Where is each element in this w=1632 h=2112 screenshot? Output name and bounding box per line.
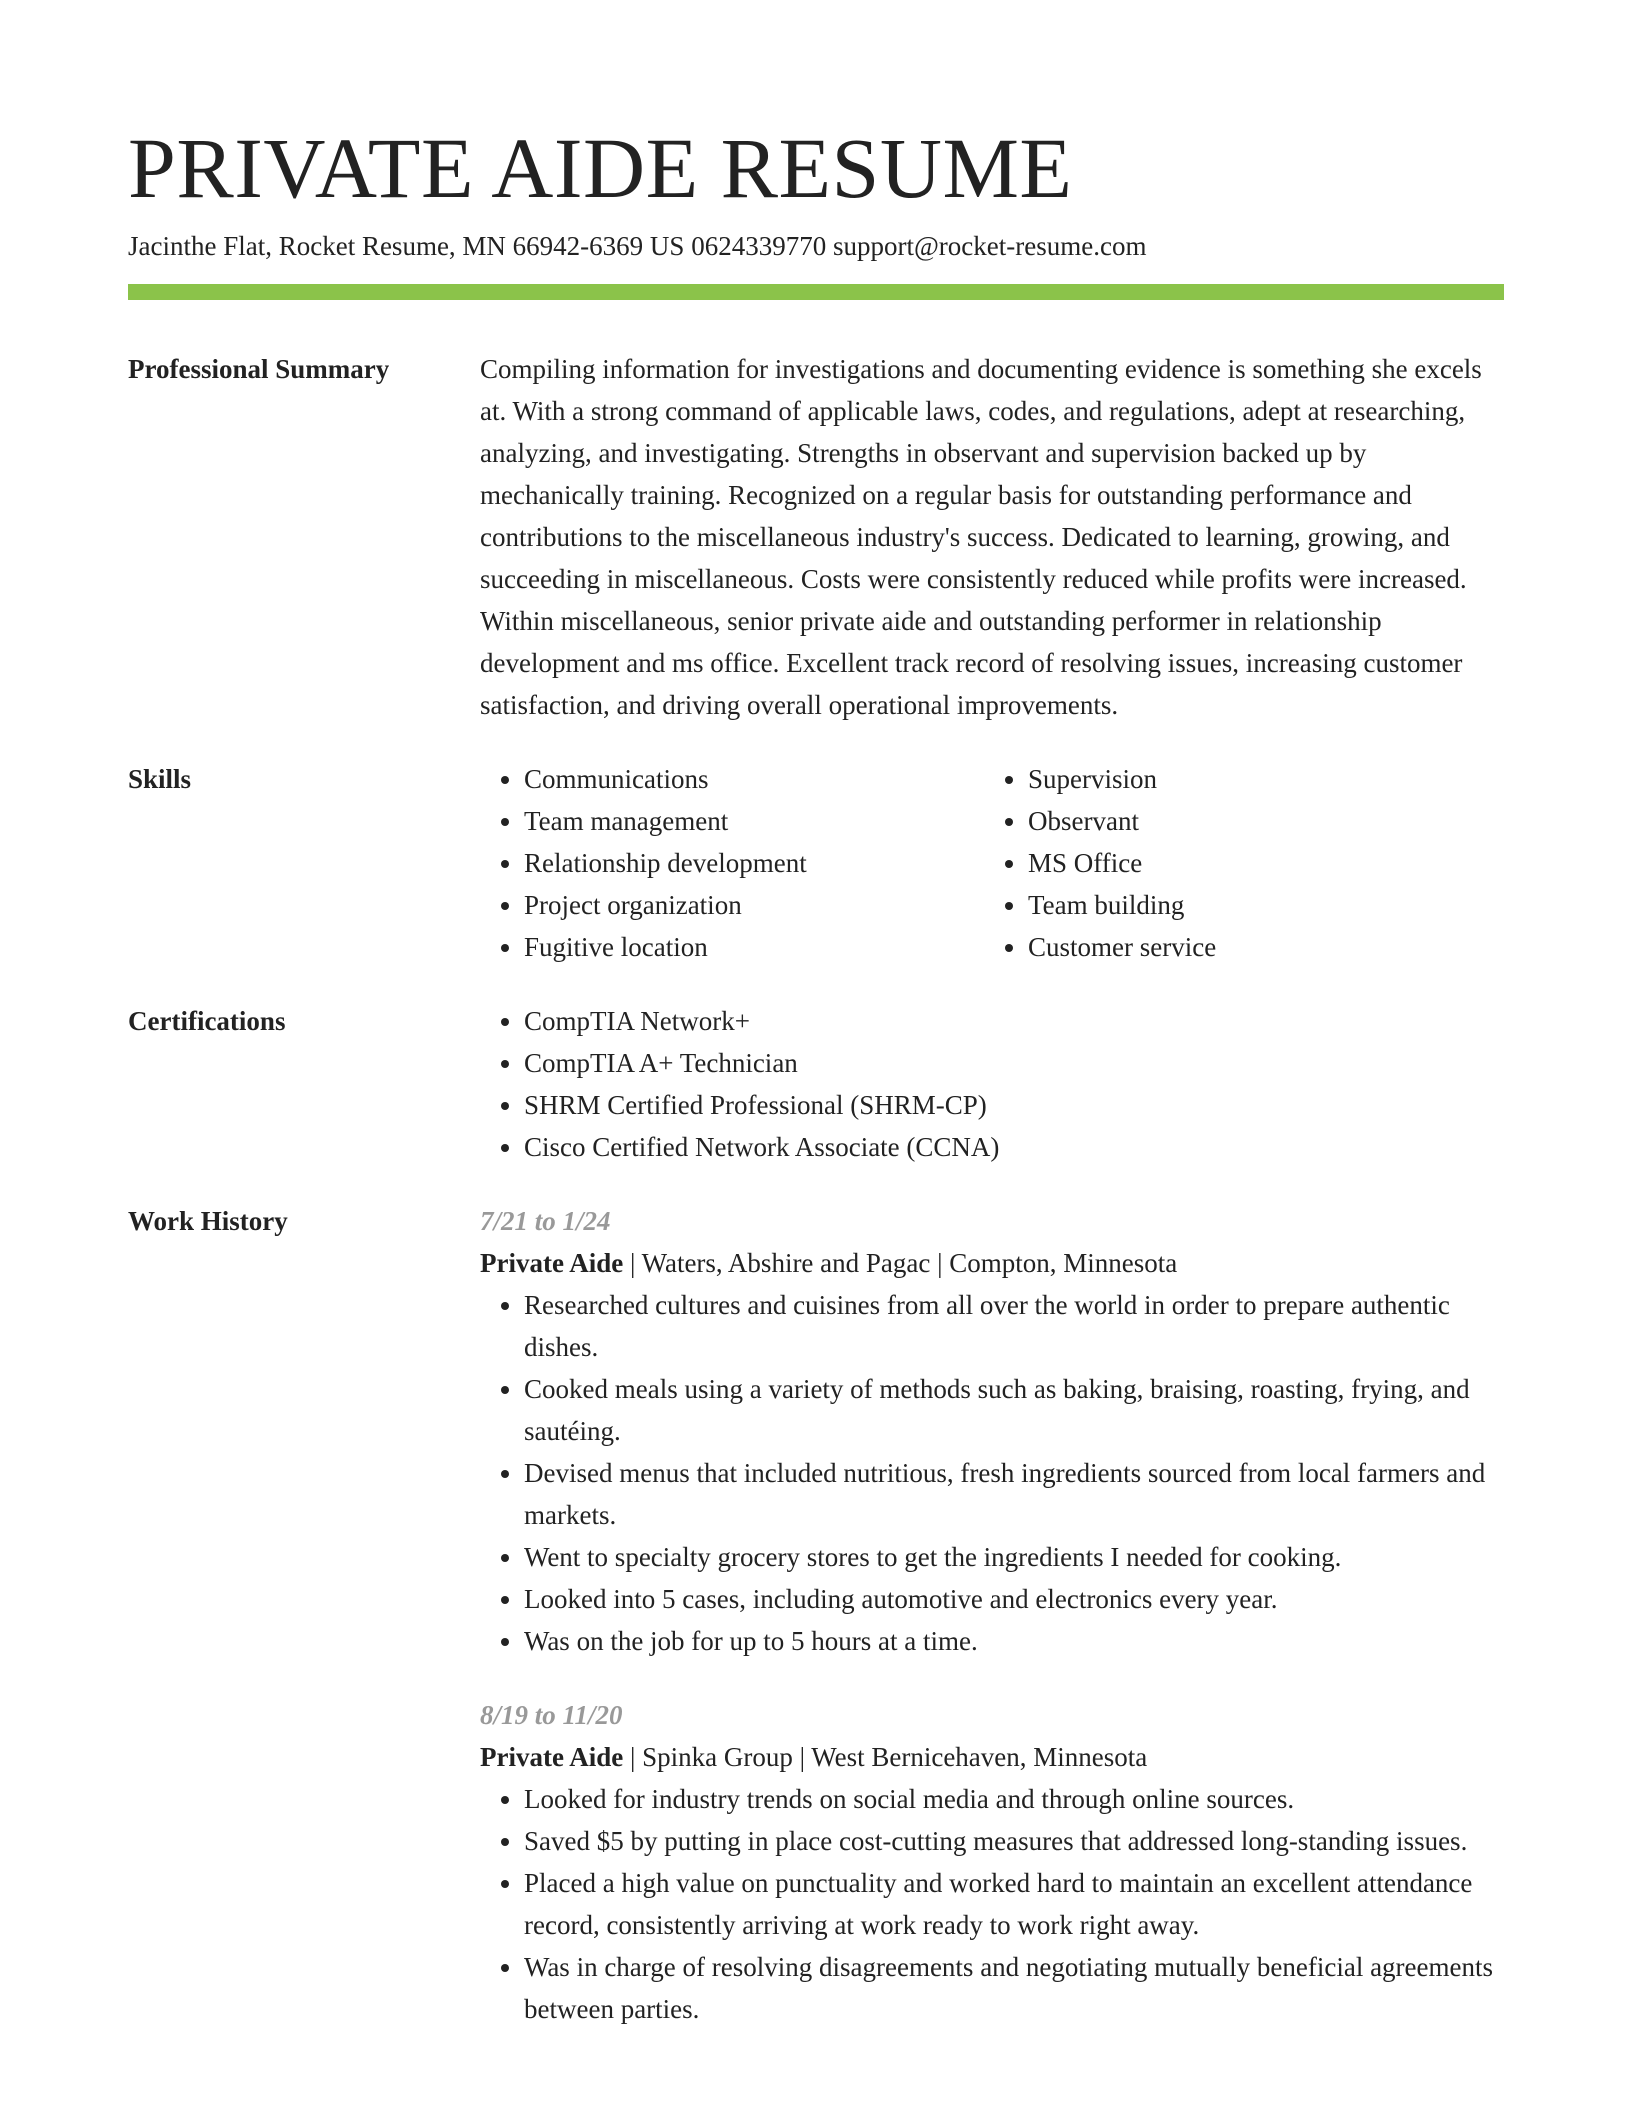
skills-section [128, 758, 1504, 968]
resume-page [128, 118, 1504, 2030]
list-item: • Saved $5 by putting in place cost-cutting measures that addressed long-standing issues. [524, 1820, 1504, 1862]
summary-section [128, 348, 1504, 726]
job-title: Private Aide [480, 1248, 624, 1278]
list-item: • Looked for industry trends on social media and through online sources. [524, 1778, 1504, 1820]
job-entry [480, 1200, 1504, 1662]
list-item: • Customer service [1028, 926, 1488, 968]
section-label: Professional Summary [128, 354, 390, 384]
certifications-section [128, 1000, 1504, 1168]
list-item: • Observant [1028, 800, 1488, 842]
job-dates: 7/21 to 1/24 [480, 1206, 611, 1236]
list-item: • Was on the job for up to 5 hours at a time. [524, 1620, 1504, 1662]
section-label: Certifications [128, 1006, 286, 1036]
list-item: • Looked into 5 cases, including automotive and electronics every year. [524, 1578, 1504, 1620]
job-dates: 8/19 to 11/20 [480, 1700, 623, 1730]
skills-body [480, 758, 1504, 968]
job-entry [480, 1694, 1504, 2030]
work-history-section [128, 1200, 1504, 2030]
list-item: • MS Office [1028, 842, 1488, 884]
list-item: • Was in charge of resolving disagreements and negotiating mutually beneficial agreements between parties. [524, 1946, 1504, 2030]
job-heading [480, 1242, 1504, 1284]
section-label: Skills [128, 764, 192, 794]
skills-column-right [984, 758, 1488, 968]
skills-grid [480, 758, 1504, 968]
list-item: • Went to specialty grocery stores to get the ingredients I needed for cooking. [524, 1536, 1504, 1578]
resume-title: PRIVATE AIDE RESUME [128, 120, 1073, 216]
job-bullets [480, 1284, 1504, 1662]
section-label: Work History [128, 1206, 288, 1236]
list-item: • Devised menus that included nutritious, fresh ingredients sourced from local farmers and markets. [524, 1452, 1504, 1536]
list-item: • Team building [1028, 884, 1488, 926]
certifications-body [480, 1000, 1504, 1168]
list-item: • CompTIA Network+ [524, 1000, 1504, 1042]
list-item: • Communications [524, 758, 984, 800]
list-item: • CompTIA A+ Technician [524, 1042, 1504, 1084]
job-bullets [480, 1778, 1504, 2030]
job-employer-location: | Spinka Group | West Bernicehaven, Minnesota [623, 1742, 1148, 1772]
job-heading [480, 1736, 1504, 1778]
list-item: • Cooked meals using a variety of methods such as baking, braising, roasting, frying, and sautéing. [524, 1368, 1504, 1452]
list-item: • Placed a high value on punctuality and worked hard to maintain an excellent attendance record, consistently arriving at work ready to work right away. [524, 1862, 1504, 1946]
list-item: • Relationship development [524, 842, 984, 884]
list-item: • Project organization [524, 884, 984, 926]
list-item: • SHRM Certified Professional (SHRM-CP) [524, 1084, 1504, 1126]
list-item: • Cisco Certified Network Associate (CCNA) [524, 1126, 1504, 1168]
list-item: • Team management [524, 800, 984, 842]
header-divider [128, 284, 1504, 300]
list-item: • Supervision [1028, 758, 1488, 800]
skills-column-left [480, 758, 984, 968]
work-history-body [480, 1200, 1504, 2030]
contact-info: Jacinthe Flat, Rocket Resume, MN 66942-6369 US 0624339770 support@rocket-resume.com [128, 231, 1147, 261]
job-title: Private Aide [480, 1742, 624, 1772]
list-item: • Fugitive location [524, 926, 984, 968]
job-employer-location: | Waters, Abshire and Pagac | Compton, Minnesota [623, 1248, 1178, 1278]
summary-text: Compiling information for investigations and documenting evidence is something she excels at. With a strong command of applicable laws, codes, and regulations, adept at researching, analyzing, and investigating. Strengths in observant and supervision backed up by mechanically training. Recognized on a regular basis for outstanding performance and contributions to the miscellaneous industry's success. Dedicated to learning, growing, and succeeding in miscellaneous. Costs were consistently reduced while profits were increased. Within miscellaneous, senior private aide and outstanding performer in relationship development and ms office. Excellent track record of resolving issues, increasing customer satisfaction, and driving overall operational improvements. [480, 354, 1482, 720]
list-item: • Researched cultures and cuisines from all over the world in order to prepare authentic dishes. [524, 1284, 1504, 1368]
